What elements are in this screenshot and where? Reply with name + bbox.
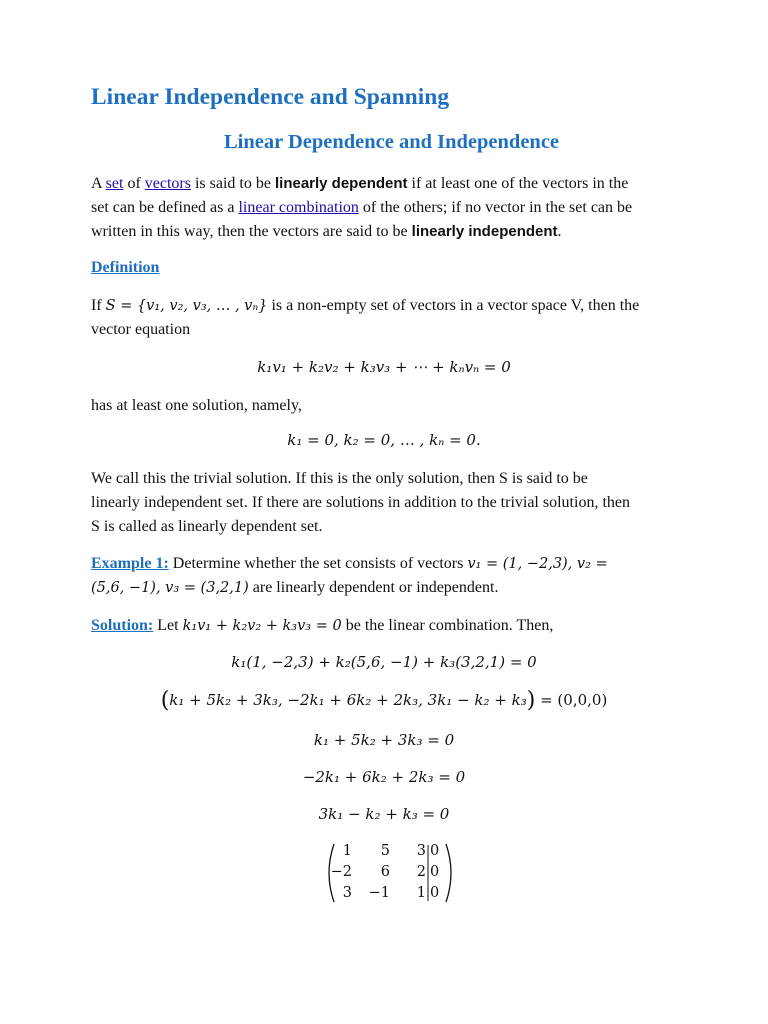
term-linearly-independent: linearly independent [411,223,558,240]
matrix-cell: −1 [368,885,390,901]
example-vector-expression: (5,6, −1), v₃ = (3,2,1) [91,580,249,596]
definition-heading-line [91,256,681,280]
open-paren: ( [160,688,170,713]
matrix-cell: 1 [342,843,352,859]
matrix-cell: 3 [342,885,352,901]
vectors-link[interactable]: vectors [144,175,191,192]
equation-row-1: k₁ + 5k₂ + 3k₃ = 0 [313,731,455,749]
matrix-cell: 2 [416,864,426,880]
solution-paragraph [91,614,681,638]
intro-paragraph [91,172,681,244]
matrix-cell: 6 [380,864,390,880]
definition-paragraph [91,294,681,342]
equation-row-3: 3k₁ − k₂ + k₃ = 0 [318,805,450,823]
intro-text: written in this way, then the vectors are said to be [91,223,412,240]
matrix-cell: 1 [416,885,426,901]
augmented-matrix [326,842,454,904]
combined-rhs: = (0,0,0) [535,691,608,709]
definition-text: If [91,297,106,314]
matrix-cell: 0 [430,843,440,859]
trivial-paragraph [91,467,681,539]
section-heading: Linear Dependence and Independence [223,131,560,153]
example-paragraph [91,552,681,600]
example-vector-expression: v₁ = (1, −2,3), v₂ = [467,556,608,572]
example-text: are linearly dependent or independent. [248,579,499,596]
equation-row-2: −2k₁ + 6k₂ + 2k₃ = 0 [302,768,466,786]
document-title: Linear Independence and Spanning [91,84,450,110]
intro-text: if at least one of the vectors in the [407,175,629,192]
solution-intro [91,394,681,418]
intro-text: of [123,175,145,192]
close-paren: ) [526,688,536,713]
solution-expression: k₁v₁ + k₂v₂ + k₃v₃ = 0 [182,618,342,634]
definition-text: is a non-empty set of vectors in a vector space V, then the [267,297,640,314]
matrix-cell: −2 [330,864,352,880]
matrix-cell: 5 [380,843,390,859]
combined-components: k₁ + 5k₂ + 3k₃, −2k₁ + 6k₂ + 2k₃, 3k₁ − k₂ + k₃ [169,691,527,709]
equation-combined [0,688,768,713]
solution-label: Solution: [91,617,154,634]
trivial-text-line: linearly independent set. If there are solutions in addition to the trivial solution, then [91,494,630,511]
solution-text: Let [153,617,183,634]
equation-substituted: k₁(1, −2,3) + k₂(5,6, −1) + k₃(3,2,1) = 0 [231,653,537,671]
trivial-solution: k₁ = 0, k₂ = 0, … , kₙ = 0. [287,431,481,449]
matrix-cell: 3 [416,843,426,859]
intro-text: is said to be [190,175,275,192]
definition-text: vector equation [91,321,191,338]
trivial-text-line: S is called as linearly dependent set. [91,518,323,535]
solution-text: be the linear combination. Then, [341,617,554,634]
intro-text: of the others; if no vector in the set can be [358,199,633,216]
example-text: Determine whether the set consists of vectors [168,555,468,572]
matrix-cell: 0 [430,885,440,901]
vector-equation: k₁v₁ + k₂v₂ + k₃v₃ + ⋯ + kₙvₙ = 0 [257,358,511,376]
trivial-text-line: We call this the trivial solution. If this is the only solution, then S is said to be [91,470,588,487]
intro-text: A [91,175,106,192]
solution-intro-text: has at least one solution, namely, [91,397,302,414]
set-expression: S = {v₁, v₂, v₃, … , vₙ} [105,298,268,314]
set-link[interactable]: set [105,175,124,192]
intro-text: . [557,223,562,240]
example-label: Example 1: [91,555,169,572]
linear-combination-link[interactable]: linear combination [238,199,359,216]
matrix-cell: 0 [430,864,440,880]
intro-text: set can be defined as a [91,199,239,216]
term-linearly-dependent: linearly dependent [274,175,408,192]
definition-heading: Definition [91,259,160,276]
